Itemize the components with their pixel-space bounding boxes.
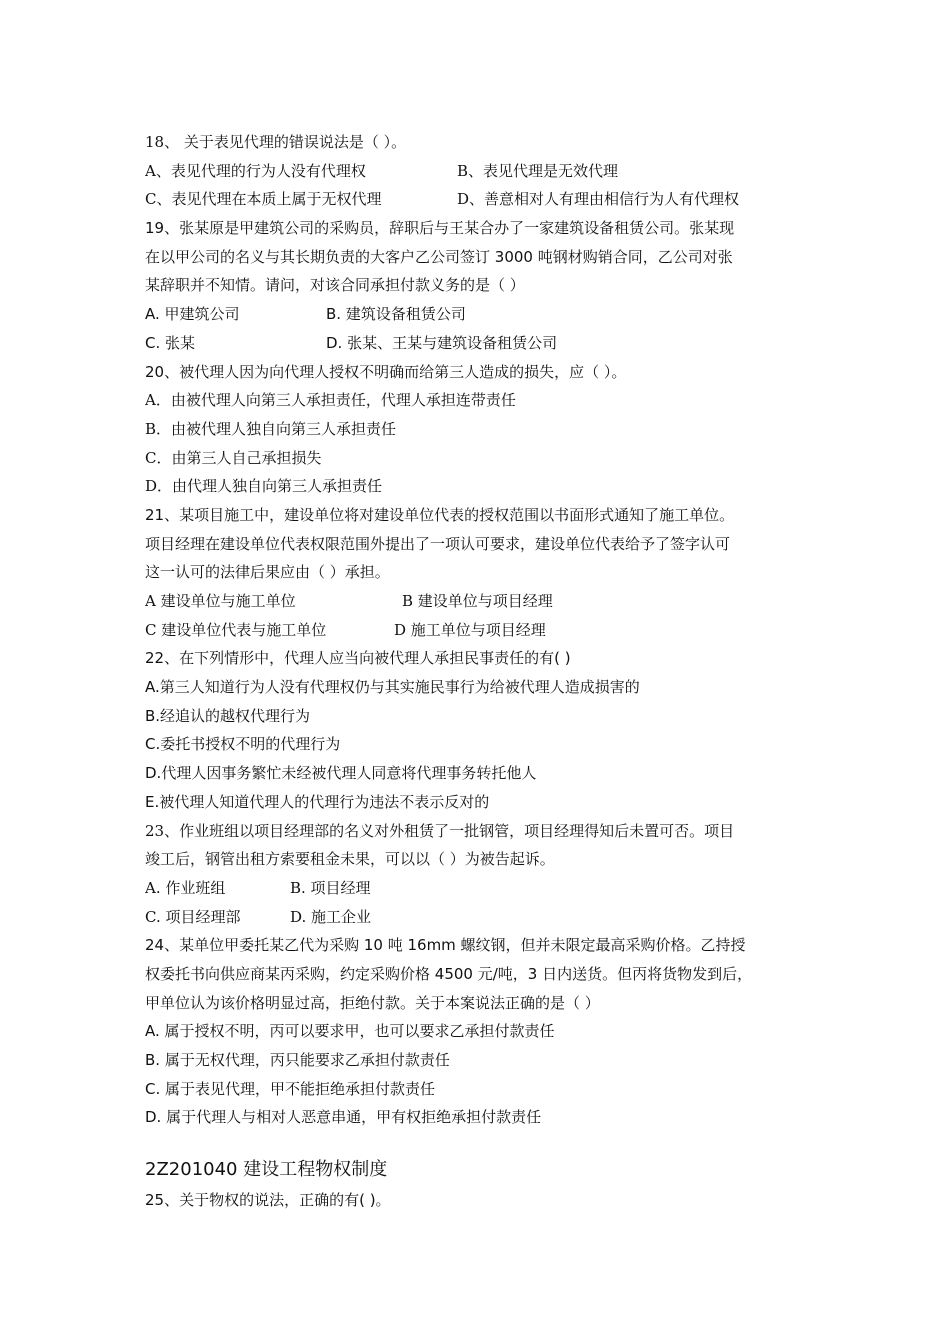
question-20-option-a: A．由被代理人向第三人承担责任，代理人承担连带责任 [145, 391, 516, 410]
question-19-stem-line-3: 某辞职并不知情。请问，对该合同承担付款义务的是（ ） [145, 276, 525, 295]
question-20-stem: 20、被代理人因为向代理人授权不明确而给第三人造成的损失，应（ ）。 [145, 362, 627, 381]
question-22-stem: 22、在下列情形中，代理人应当向被代理人承担民事责任的有( ) [145, 649, 571, 668]
question-21-stem-line-1: 21、某项目施工中，建设单位将对建设单位代表的授权范围以书面形式通知了施工单位。 [145, 505, 735, 524]
option-c: C. 项目经理部 [145, 907, 241, 926]
document-page [145, 128, 825, 1215]
question-20-option-b: B．由被代理人独自向第三人承担责任 [145, 419, 397, 438]
question-23-options-cd [145, 903, 825, 932]
question-24-stem-line-3: 甲单位认为该价格明显过高，拒绝付款。关于本案说法正确的是（ ） [145, 993, 600, 1012]
question-24-stem-line-1: 24、某单位甲委托某乙代为采购 10 吨 16mm 螺纹钢，但并未限定最高采购价格。乙持授 [145, 936, 746, 955]
section-heading: 2Z201040 建设工程物权制度 [145, 1159, 388, 1181]
question-18-stem: 18、 关于表见代理的错误说法是（ ）。 [145, 133, 407, 151]
question-23-stem-line-1: 23、作业班组以项目经理部的名义对外租赁了一批钢管，项目经理得知后未置可否。项目 [145, 821, 735, 840]
option-a: A、表见代理的行为人没有代理权 [145, 161, 366, 180]
question-21-stem-line-2: 项目经理在建设单位代表权限范围外提出了一项认可要求，建设单位代表给予了签字认可 [145, 534, 731, 553]
question-24-option-d: D. 属于代理人与相对人恶意串通，甲有权拒绝承担付款责任 [145, 1108, 542, 1127]
question-21-options-ab [145, 587, 825, 616]
question-19-stem-line-2: 在以甲公司的名义与其长期负责的大客户乙公司签订 3000 吨钢材购销合同，乙公司对张 [145, 247, 733, 266]
option-d: D 施工单位与项目经理 [394, 620, 546, 639]
option-a: A. 作业班组 [145, 878, 226, 897]
question-20-option-c: C．由第三人自己承担损失 [145, 448, 322, 467]
question-20-option-d: D．由代理人独自向第三人承担责任 [145, 477, 383, 496]
option-c: C、表见代理在本质上属于无权代理 [145, 190, 382, 209]
question-22-option-a: A.第三人知道行为人没有代理权仍与其实施民事行为给被代理人造成损害的 [145, 678, 640, 697]
option-c: C 建设单位代表与施工单位 [145, 620, 327, 639]
option-c: C. 张某 [145, 333, 196, 352]
question-19-options-ab [145, 300, 825, 329]
question-22-option-e: E.被代理人知道代理人的代理行为违法不表示反对的 [145, 792, 490, 811]
question-25-stem: 25、关于物权的说法，正确的有( )。 [145, 1191, 391, 1210]
option-d: D. 施工企业 [290, 907, 372, 926]
question-21-options-cd [145, 616, 825, 645]
option-d: D、善意相对人有理由相信行为人有代理权 [457, 190, 740, 209]
question-19-options-cd [145, 329, 825, 358]
question-23-stem-line-2: 竣工后，钢管出租方索要租金未果，可以以（ ）为被告起诉。 [145, 850, 555, 869]
question-18-options-ab [145, 157, 825, 186]
option-b: B 建设单位与项目经理 [402, 592, 553, 610]
question-18-options-cd [145, 185, 825, 214]
question-24-stem-line-2: 权委托书向供应商某丙采购，约定采购价格 4500 元/吨，3 日内送货。但丙将货物发到后， [145, 964, 753, 983]
option-b: B. 建筑设备租赁公司 [326, 305, 466, 324]
question-21-stem-line-3: 这一认可的法律后果应由（ ）承担。 [145, 563, 390, 582]
question-24-option-b: B. 属于无权代理，丙只能要求乙承担付款责任 [145, 1051, 450, 1069]
option-b: B. 项目经理 [290, 878, 371, 897]
question-24-option-a: A. 属于授权不明，丙可以要求甲，也可以要求乙承担付款责任 [145, 1022, 555, 1041]
option-a: A 建设单位与施工单位 [145, 592, 296, 610]
question-19-stem-line-1: 19、张某原是甲建筑公司的采购员，辞职后与王某合办了一家建筑设备租赁公司。张某现 [145, 219, 735, 238]
option-a: A. 甲建筑公司 [145, 305, 240, 324]
question-22-option-d: D.代理人因事务繁忙未经被代理人同意将代理事务转托他人 [145, 764, 537, 783]
option-b: B、表见代理是无效代理 [457, 161, 619, 180]
question-22-option-c: C.委托书授权不明的代理行为 [145, 735, 341, 754]
question-23-options-ab [145, 874, 825, 903]
question-22-option-b: B.经追认的越权代理行为 [145, 706, 311, 725]
question-24-option-c: C. 属于表见代理，甲不能拒绝承担付款责任 [145, 1079, 436, 1098]
option-d: D. 张某、王某与建筑设备租赁公司 [326, 333, 558, 352]
